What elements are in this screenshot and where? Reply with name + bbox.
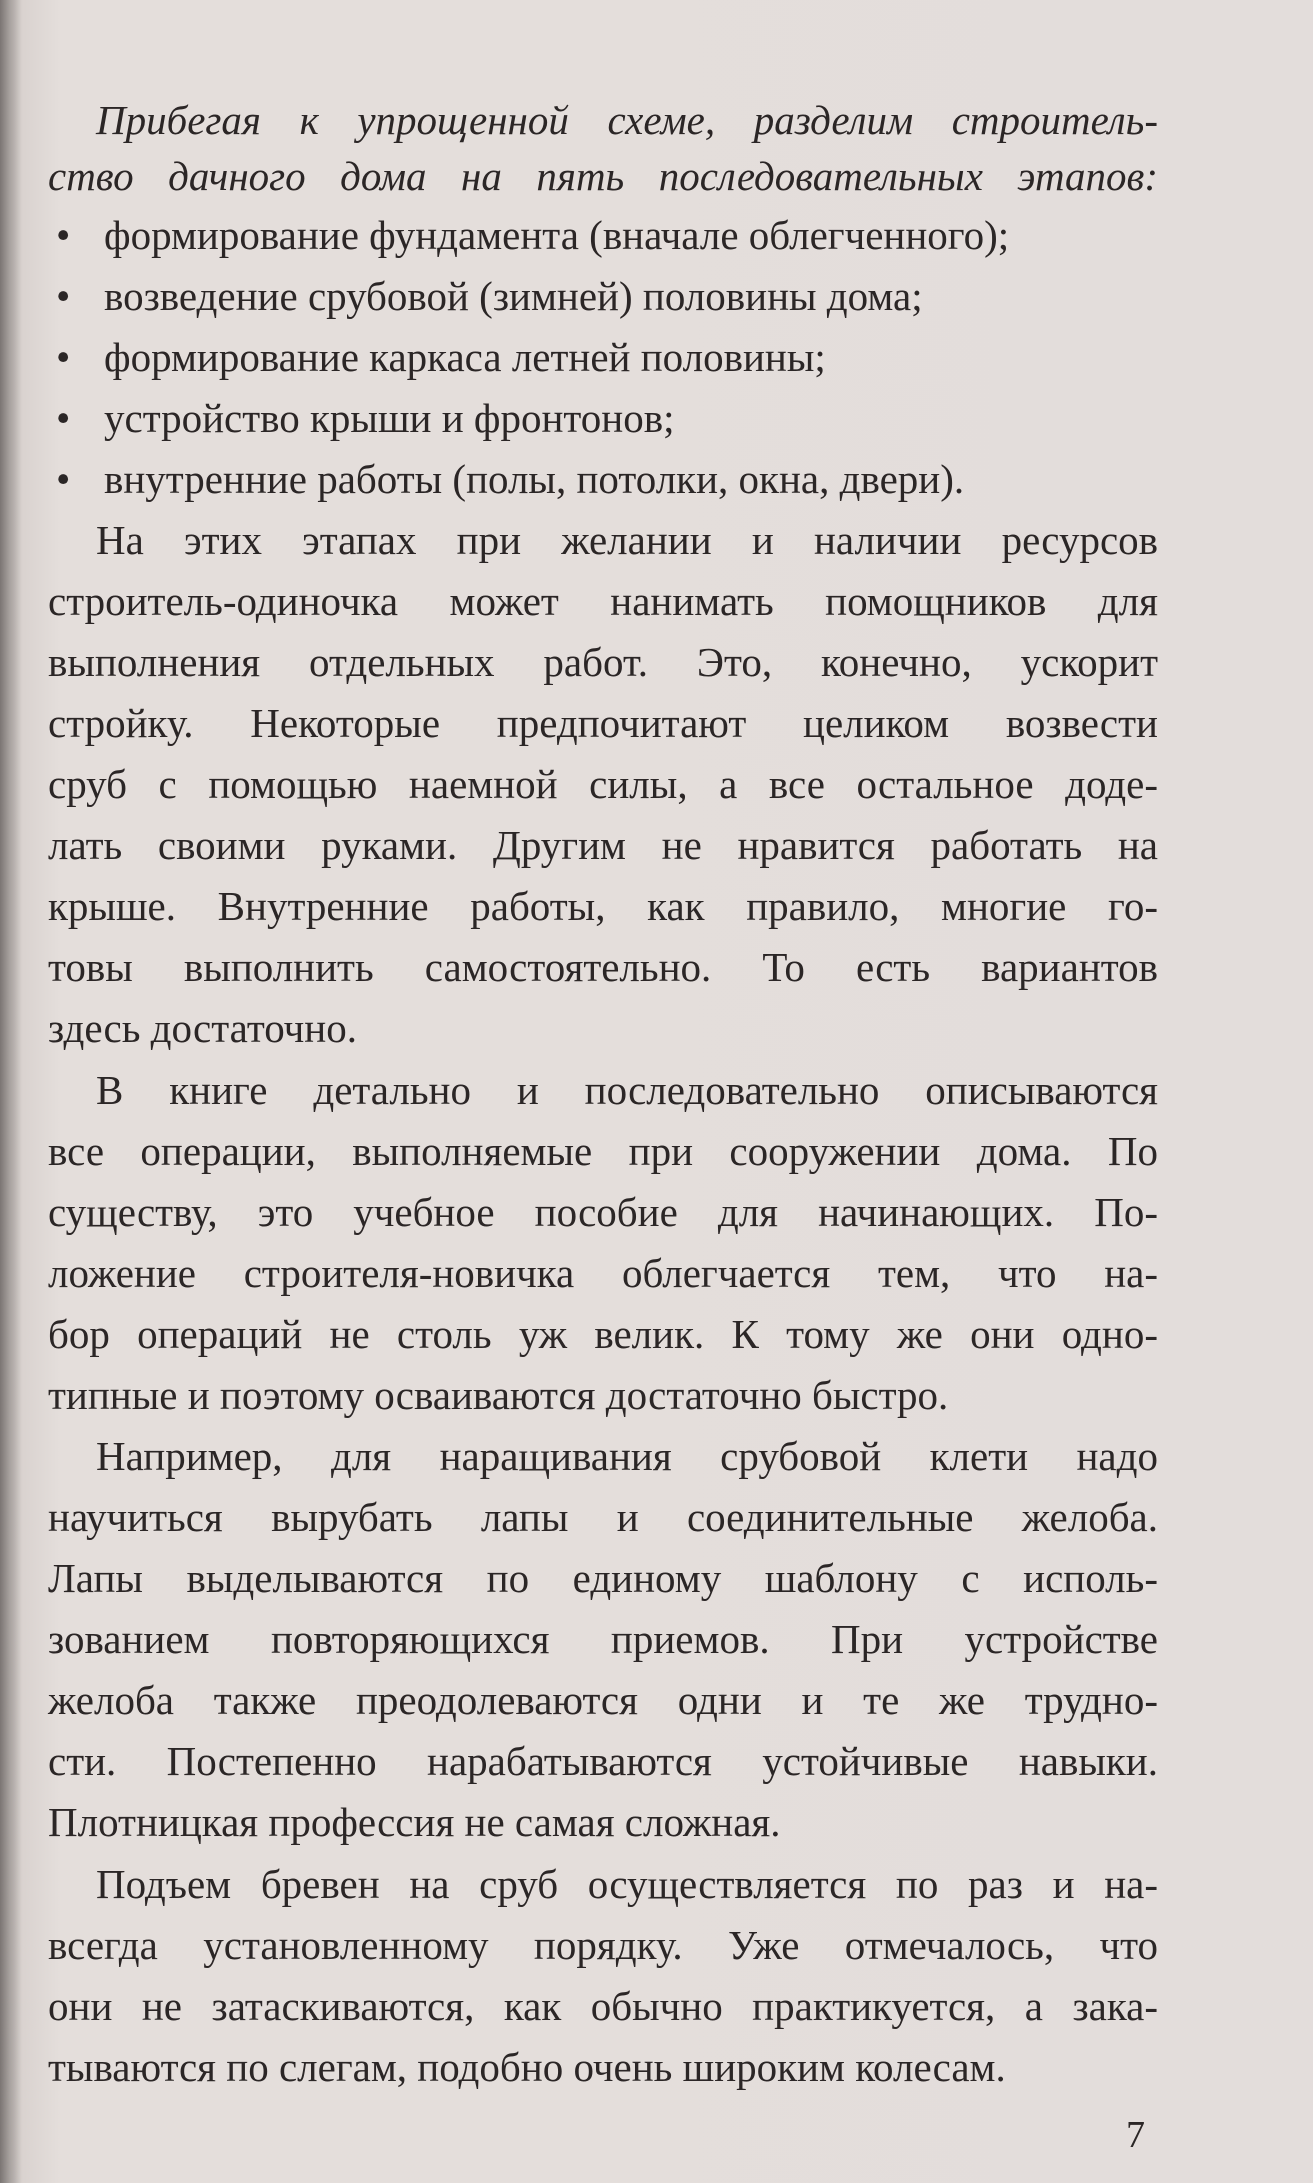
bullet-text: внутренние работы (полы, потолки, окна, двери). xyxy=(104,456,965,502)
bullet-text: возведение срубовой (зимней) половины дома; xyxy=(104,273,923,319)
para4-line-3: они не затаскиваются, как обычно практикуется, а зака- xyxy=(48,1983,1158,2029)
bullet-item-1 xyxy=(48,207,1158,263)
bullet-text: формирование каркаса летней половины; xyxy=(104,334,826,380)
bullet-item-2 xyxy=(48,268,1158,324)
para1-line-9: здесь достаточно. xyxy=(48,1005,357,1051)
para3-line-4: зованием повторяющихся приемов. При устройстве xyxy=(48,1616,1158,1662)
para3-line-7: Плотницкая профессия не самая сложная. xyxy=(48,1799,781,1845)
para3-line-6: сти. Постепенно нарабатываются устойчивые навыки. xyxy=(48,1738,1158,1784)
para2-line-1: В книге детально и последовательно описываются xyxy=(96,1067,1158,1113)
bullet-dot: • xyxy=(56,212,71,258)
para1-line-8: товы выполнить самостоятельно. То есть вариантов xyxy=(48,944,1158,990)
para2-line-3: существу, это учебное пособие для начинающих. По- xyxy=(48,1189,1158,1235)
bullet-dot: • xyxy=(56,273,71,319)
para2-line-4: ложение строителя-новичка облегчается тем, что на- xyxy=(48,1250,1158,1296)
para4-line-1: Подъем бревен на сруб осуществляется по раз и на- xyxy=(96,1861,1158,1907)
bullet-item-3 xyxy=(48,329,1158,385)
bullet-item-4 xyxy=(48,390,1158,446)
para3-line-1: Например, для наращивания срубовой клети надо xyxy=(96,1433,1158,1479)
bullet-dot: • xyxy=(56,456,71,502)
para4-line-4: тываются по слегам, подобно очень широким колесам. xyxy=(48,2044,1006,2090)
page-number: 7 xyxy=(1126,2114,1145,2156)
para3-line-3: Лапы выделываются по единому шаблону с исполь- xyxy=(48,1555,1158,1601)
bullet-text: формирование фундамента (вначале облегченного); xyxy=(104,212,1010,258)
bullet-dot: • xyxy=(56,334,71,380)
para1-line-6: лать своими руками. Другим не нравится работать на xyxy=(48,822,1158,868)
para1-line-3: выполнения отдельных работ. Это, конечно, ускорит xyxy=(48,639,1158,685)
para2-line-5: бор операций не столь уж велик. К тому же они одно- xyxy=(48,1311,1158,1357)
para2-line-6: типные и поэтому осваиваются достаточно быстро. xyxy=(48,1372,949,1418)
para3-line-2: научиться вырубать лапы и соединительные желоба. xyxy=(48,1494,1158,1540)
intro-line-2: ство дачного дома на пять последовательных этапов: xyxy=(48,153,1158,199)
para1-line-2: строитель-одиночка может нанимать помощников для xyxy=(48,578,1158,624)
para2-line-2: все операции, выполняемые при сооружении дома. По xyxy=(48,1128,1158,1174)
para1-line-7: крыше. Внутренние работы, как правило, многие го- xyxy=(48,883,1158,929)
bullet-text: устройство крыши и фронтонов; xyxy=(104,395,675,441)
bullet-dot: • xyxy=(56,395,71,441)
intro-line-1: Прибегая к упрощенной схеме, разделим строитель- xyxy=(96,97,1158,143)
bullet-item-5 xyxy=(48,451,1158,507)
para3-line-5: желоба также преодолеваются одни и те же трудно- xyxy=(48,1677,1158,1723)
para1-line-5: сруб с помощью наемной силы, а все остальное доде- xyxy=(48,761,1158,807)
para4-line-2: всегда установленному порядку. Уже отмечалось, что xyxy=(48,1922,1158,1968)
para1-line-1: На этих этапах при желании и наличии ресурсов xyxy=(96,517,1158,563)
para1-line-4: стройку. Некоторые предпочитают целиком возвести xyxy=(48,700,1158,746)
